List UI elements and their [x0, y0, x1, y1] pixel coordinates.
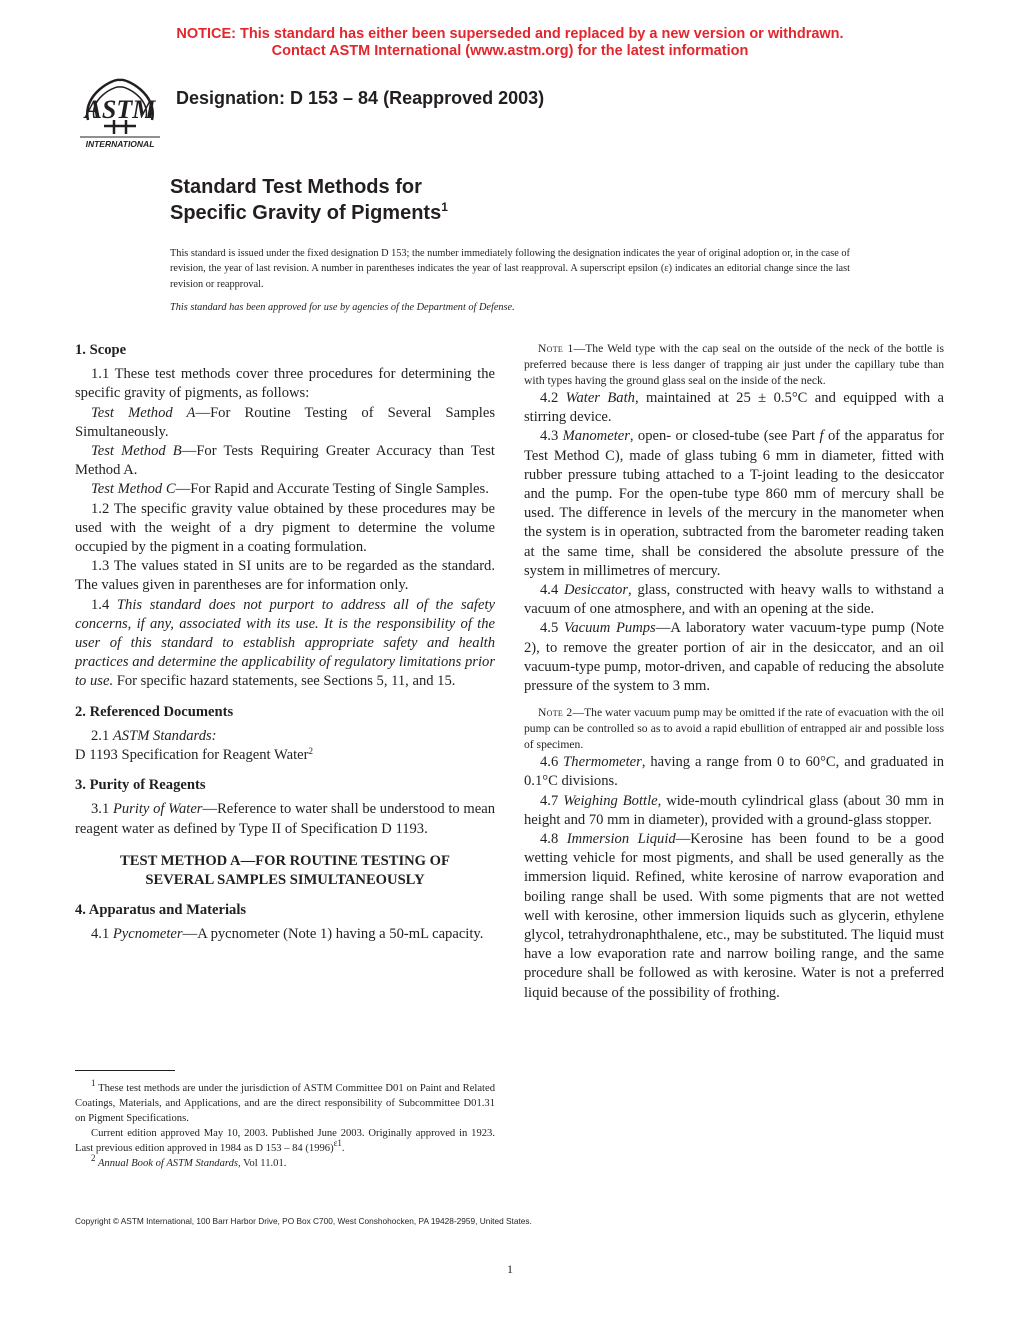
designation: Designation: D 153 – 84 (Reapproved 2003) [176, 88, 545, 108]
method-b-item: Test Method B—For Tests Requiring Greater Accuracy than Test Method A. [75, 443, 495, 479]
left-column [75, 341, 495, 945]
section-2-heading: 2. Referenced Documents [75, 703, 234, 720]
para-2-1: 2.1 ASTM Standards: [91, 727, 217, 744]
para-4-1: 4.1 Pycnometer—A pycnometer (Note 1) having a 50-mL capacity. [91, 926, 484, 943]
withdrawal-notice [0, 26, 1020, 60]
para-4-3: 4.3 Manometer, open- or closed-tube (see Part f of the apparatus for Test Method C), made of glass tubing 6 mm in diameter, fitted with rubber pressure tubing attached to a T-joint leading to the desiccator and the pump. For the open-tube type 860 mm of mercury shall be used. The difference in levels of the mercury in the manometer when the system is in operation, subtracted from the barometer reading taken at the same time, shall be considered the absolute pressure of the system in millimetres of mercury. [524, 428, 945, 579]
issuance-note: This standard is issued under the fixed designation D 153; the number immediately following the designation indicates the year of original adoption or, in the case of revision, the year of last revision. A number in parentheses indicates the year of last reapproval. A superscript epsilon (ε) indicates an editorial change since the last revision or reapproval. [170, 248, 850, 290]
title-line-2: Specific Gravity of Pigments$^1$ [170, 200, 448, 224]
reference-d1193: D 1193 Specification for Reagent Water$^2$ [75, 746, 313, 764]
notice-line-2: Contact ASTM International (www.astm.org) for the latest information [271, 43, 749, 59]
logo-subtitle: INTERNATIONAL [85, 139, 155, 149]
title-line-1: Standard Test Methods for [170, 176, 422, 198]
footnote-1-edition: Current edition approved May 10, 2003. Published June 2003. Originally approved in 1923. Last previous edition approved in 1984 as D 153 – 84 $(1996)^{\varepsilon 1}$. [75, 1128, 495, 1154]
footnote-rule [75, 1070, 175, 1071]
page-number: 1 [507, 1262, 513, 1276]
title-footnote-ref: 1 [441, 200, 448, 214]
para-1-4: 1.4 This standard does not purport to address all of the safety concerns, if any, associated with its use. It is the responsibility of the user of this standard to establish appropriate safety and health practices and determine the applicability of regulatory limitations prior to use. For specific hazard statements, see Sections 5, 11, and 15. [75, 596, 495, 690]
para-4-6: 4.6 Thermometer, having a range from 0 to 60°C, and graduated in 0.1°C divisions. [524, 754, 945, 790]
para-1-2: 1.2 The specific gravity value obtained by these procedures may be used with the weight of a dry pigment to determine the volume occupied by the pigment in a coating formulation. [75, 500, 495, 556]
copyright-line: Copyright © ASTM International, 100 Barr Harbor Drive, PO Box C700, West Conshohocken, PA 19428-2959, United States. [75, 1216, 532, 1226]
notice-line-1: NOTICE: This standard has either been superseded and replaced by a new version or withdrawn. [176, 26, 844, 42]
note-1: Note 1—The Weld type with the cap seal on the outside of the neck of the bottle is preferred because there is less danger of trapping air just under the capillary tube than with types having the ground glass seal on the inside of the neck. [524, 342, 944, 387]
test-method-a-caption: TEST METHOD A—FOR ROUTINE TESTING OF SEVERAL SAMPLES SIMULTANEOUSLY [120, 852, 450, 889]
footnote-1: $^1$ These test methods are under the jurisdiction of ASTM Committee D01 on Paint and Related Coatings, Materials, and Applications, and are the direct responsibility of Subcommittee D01.31 on Pigment Specifications. [75, 1078, 495, 1124]
para-4-5: 4.5 Vacuum Pumps—A laboratory water vacuum-type pump (Note 2), to remove the greater portion of air in the desiccator, and an oil vacuum-type pump, motor-driven, and capable of reducing the absolute pressure of the system to 3 mm. [524, 620, 944, 695]
note-2: Note 2—The water vacuum pump may be omitted if the rate of evacuation with the oil pump can be controlled so as to avoid a rapid ebullition of entrapped air and possible loss of specimen. [524, 706, 944, 752]
section-1-heading: 1. Scope [75, 342, 127, 358]
logo-letters: ASTM [84, 95, 156, 124]
right-column [524, 341, 944, 1003]
astm-logo [74, 74, 166, 152]
footnote-2: $^2$ Annual Book of ASTM Standards, Vol 11.01. [91, 1153, 287, 1169]
section-3-heading: 3. Purity of Reagents [75, 777, 206, 794]
para-1-1: 1.1 These test methods cover three procedures for determining the specific gravity of pigments, as follows: [75, 366, 495, 402]
document-title [170, 174, 448, 226]
para-1-3: 1.3 The values stated in SI units are to be regarded as the standard. The values given in parentheses are for information only. [75, 558, 495, 594]
para-3-1: 3.1 Purity of Water—Reference to water shall be understood to mean reagent water as defined by Type II of Specification D 1193. [75, 801, 495, 837]
method-c-item: Test Method C—For Rapid and Accurate Testing of Single Samples. [91, 481, 489, 498]
section-4-heading: 4. Apparatus and Materials [75, 902, 247, 919]
para-4-7: 4.7 Weighing Bottle, wide-mouth cylindrical glass (about 30 mm in height and 70 mm in diameter), provided with a ground-glass stopper. [524, 792, 945, 828]
method-a-item: Test Method A—For Routine Testing of Several Samples Simultaneously. [75, 404, 496, 440]
footnotes [75, 1078, 495, 1171]
para-4-2: 4.2 Water Bath, maintained at 25 ± 0.5°C and equipped with a stirring device. [524, 390, 944, 426]
para-4-4: 4.4 Desiccator, glass, constructed with heavy walls to withstand a vacuum of one atmosphere, and with an opening at the side. [524, 582, 944, 618]
para-4-8: 4.8 Immersion Liquid—Kerosine has been found to be a good wetting vehicle for most pigments, and shall be used generally as the immersion liquid. Refined, white kerosine of narrow evaporation and boiling range shall be used. With some pigments that are not wetted well with kerosine, other immersion liquids such as glycerin, ethylene glycol, tetrahydronaphthalene, etc., may be substituted. The liquid must have a low evaporation rate and narrow boiling range, and the same procedure shall be followed as with kerosine. Water is not a preferred liquid because of the possibility of frothing. [524, 831, 945, 1001]
dod-approval-note: This standard has been approved for use by agencies of the Department of Defense. [170, 302, 515, 313]
